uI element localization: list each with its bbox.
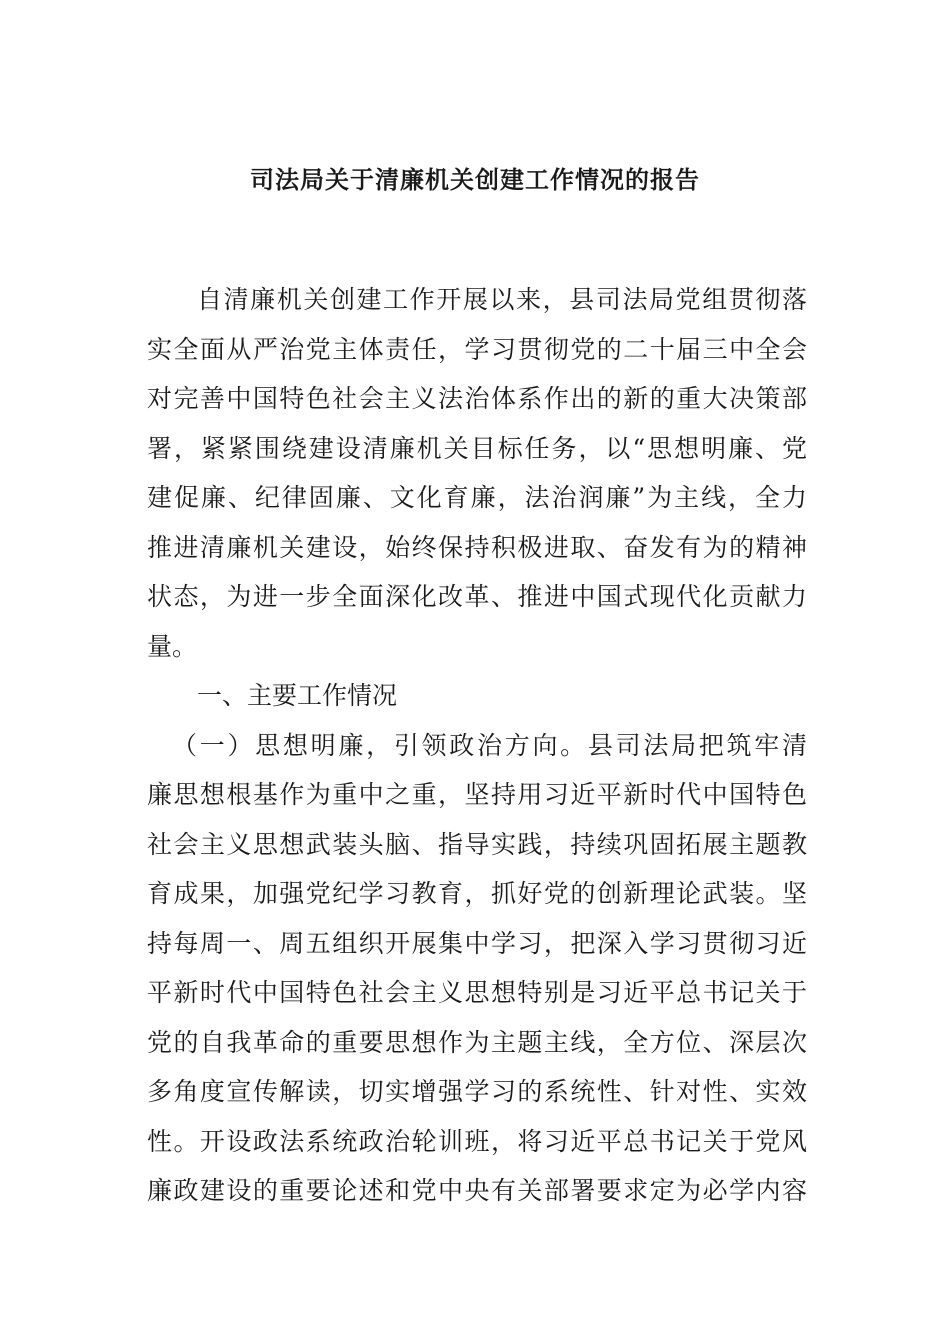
paragraph-line: 量。 — [147, 631, 198, 661]
paragraph-line: 自清廉机关创建工作开展以来，县司法局党组贯彻落 — [197, 285, 807, 314]
paragraph-line: 性。开设政法系统政治轮训班，将习近平总书记关于党风 — [147, 1126, 807, 1156]
paragraph-line: 廉政建设的重要论述和党中央有关部署要求定为必学内容 — [147, 1176, 807, 1205]
paragraph-line: 多角度宣传解读，切实增强学习的系统性、针对性、实效 — [147, 1077, 807, 1106]
paragraph-line: 建促廉、纪律固廉、文化育廉，法治润廉”为主线，全力 — [147, 483, 807, 512]
paragraph-line: 对完善中国特色社会主义法治体系作出的新的重大决策部 — [147, 384, 807, 413]
paragraph-line: 党的自我革命的重要思想作为主题主线，全方位、深层次 — [147, 1027, 807, 1057]
paragraph-line: 廉思想根基作为重中之重，坚持用习近平新时代中国特色 — [147, 780, 807, 809]
paragraph-line: 推进清廉机关建设，始终保持积极进取、奋发有为的精神 — [147, 532, 807, 562]
paragraph-line: 持每周一、周五组织开展集中学习，把深入学习贯彻习近 — [147, 928, 807, 958]
paragraph-line: 育成果，加强党纪学习教育，抓好党的创新理论武装。坚 — [147, 879, 807, 908]
paragraph-line: （一）思想明廉，引领政治方向。县司法局把筑牢清 — [172, 730, 807, 760]
document-title: 司法局关于清廉机关创建工作情况的报告 — [250, 166, 700, 194]
paragraph-line: 署，紧紧围绕建设清廉机关目标任务，以“思想明廉、党 — [147, 433, 807, 463]
paragraph-line: 实全面从严治党主体责任，学习贯彻党的二十届三中全会 — [147, 334, 807, 364]
section-heading: 一、主要工作情况 — [197, 681, 398, 710]
paragraph-line: 平新时代中国特色社会主义思想特别是习近平总书记关于 — [147, 978, 807, 1007]
document-body — [147, 275, 807, 1216]
paragraph-line: 状态，为进一步全面深化改革、推进中国式现代化贡献力 — [147, 582, 807, 611]
paragraph-line: 社会主义思想武装头脑、指导实践，持续巩固拓展主题教 — [147, 829, 807, 859]
